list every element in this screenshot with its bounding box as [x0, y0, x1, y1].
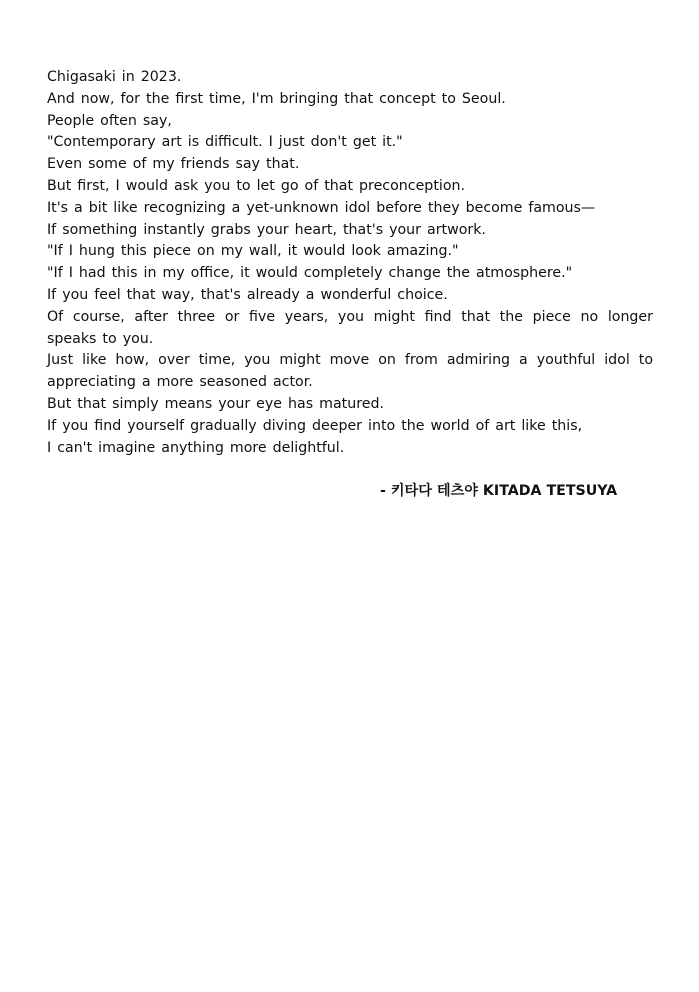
text-line: I can't imagine anything more delightful.	[47, 439, 345, 456]
text-line: "Contemporary art is difficult. I just don't get it."	[47, 134, 403, 151]
text-line: Of course, after three or five years, you might find that the piece no longer speaks to you.	[47, 308, 653, 347]
text-line: But that simply means your eye has matured.	[47, 395, 384, 412]
text-line: And now, for the first time, I'm bringing that concept to Seoul.	[47, 90, 506, 107]
text-line: Chigasaki in 2023.	[47, 69, 182, 85]
text-line: People often say,	[47, 112, 172, 129]
text-line: "If I had this in my office, it would completely change the atmosphere."	[47, 265, 573, 282]
text-line: Just like how, over time, you might move on from admiring a youthful idol to appreciating a more seasoned actor.	[47, 352, 653, 391]
text-line: But first, I would ask you to let go of that preconception.	[47, 177, 466, 194]
text-line: If something instantly grabs your heart, that's your artwork.	[47, 221, 486, 238]
text-line: If you feel that way, that's already a wonderful choice.	[47, 286, 448, 303]
text-line: It's a bit like recognizing a yet-unknown idol before they become famous—	[47, 199, 596, 216]
text-line: If you find yourself gradually diving deeper into the world of art like this,	[47, 417, 583, 434]
body-text	[47, 67, 653, 459]
text-line: "If I hung this piece on my wall, it would look amazing."	[47, 243, 459, 260]
author-signature: - 키타다 테츠야 KITADA TETSUYA	[380, 483, 618, 499]
text-line: Even some of my friends say that.	[47, 156, 300, 173]
